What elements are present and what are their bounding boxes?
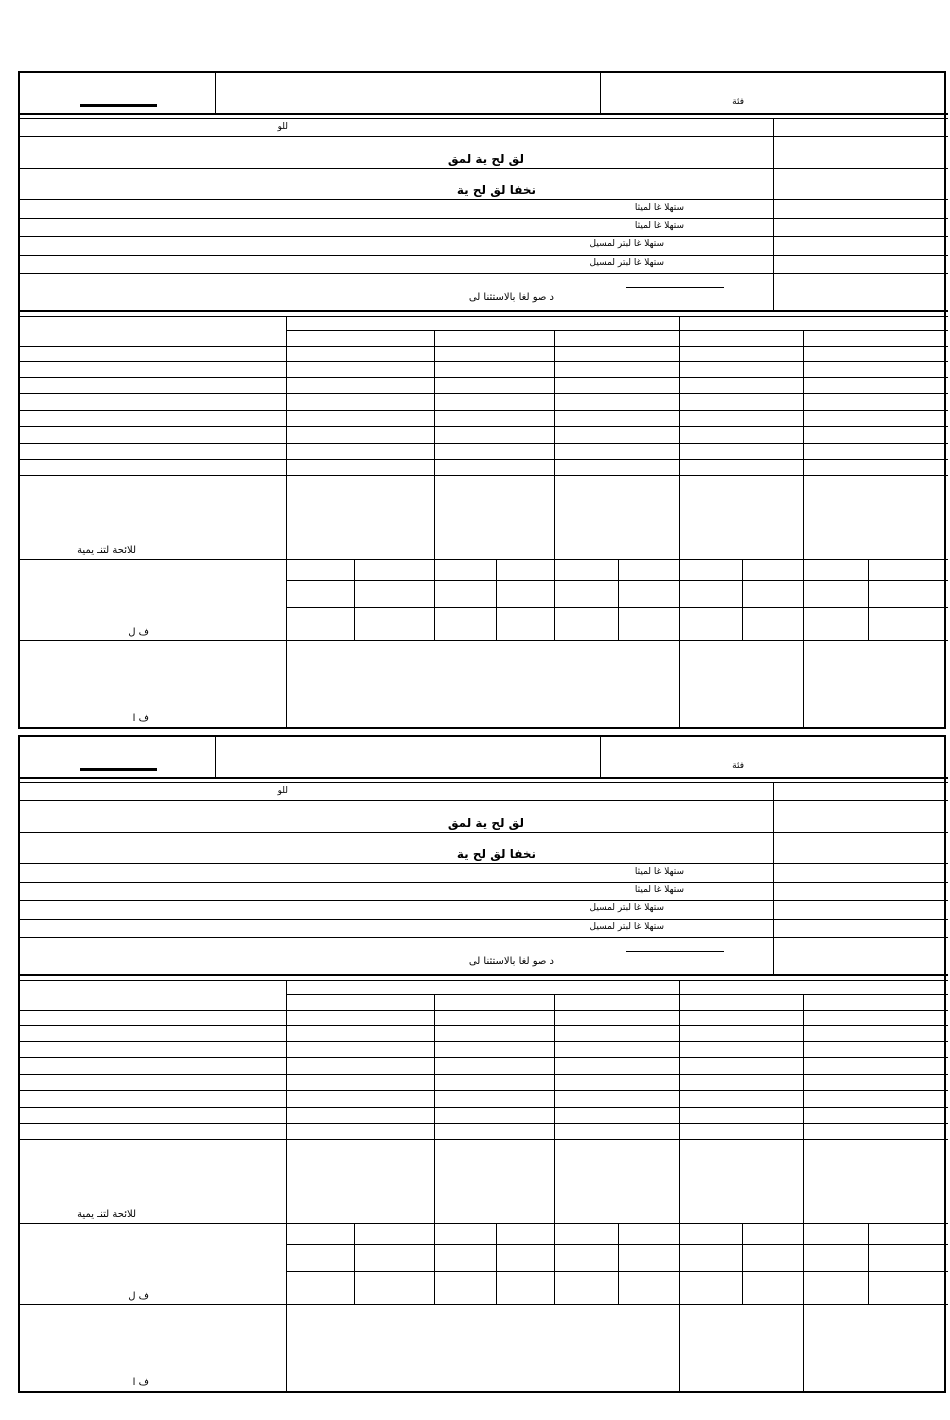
consumption-line: ستهلا غا لميثا xyxy=(634,221,684,231)
rule xyxy=(868,1223,869,1304)
consumption-line: ستهلا غا لبتر لمسيل xyxy=(589,239,664,249)
rule xyxy=(20,255,948,256)
rule xyxy=(20,218,948,219)
rule xyxy=(20,1123,948,1124)
consumption-line: ستهلا غا لبتر لمسيل xyxy=(589,258,664,268)
regulation-label: للائحة لتنـ يمية xyxy=(77,545,136,556)
rule xyxy=(20,1139,948,1140)
rule xyxy=(20,361,948,362)
rule xyxy=(20,113,948,115)
rule xyxy=(286,1271,948,1272)
rule xyxy=(20,919,948,920)
rule xyxy=(20,863,948,864)
rule xyxy=(20,832,948,833)
rule xyxy=(20,426,948,427)
row-label: ف ل xyxy=(128,1291,149,1302)
rule xyxy=(286,607,948,608)
rule xyxy=(20,136,948,137)
form-label: فئة xyxy=(732,761,744,771)
rule xyxy=(20,310,948,312)
rule xyxy=(20,346,948,347)
rule xyxy=(20,459,948,460)
rule xyxy=(20,559,948,560)
form-sheet-1 xyxy=(18,71,946,729)
rule xyxy=(286,994,948,995)
rule xyxy=(600,73,601,113)
rule xyxy=(618,1223,619,1304)
consumption-line: ستهلا غا لبتر لمسيل xyxy=(589,922,664,932)
rule xyxy=(20,1010,948,1011)
exception-note: د صو لغا بالاستثنا لى xyxy=(468,956,554,967)
rule xyxy=(20,974,948,976)
rule xyxy=(20,273,948,274)
consumption-line: ستهلا غا لميثا xyxy=(634,867,684,877)
rule xyxy=(20,1090,948,1091)
rule xyxy=(496,1223,497,1304)
rule xyxy=(20,475,948,476)
rule xyxy=(868,559,869,640)
rule xyxy=(286,1244,948,1245)
heading-line-1: لق لح ية لمق xyxy=(447,152,524,166)
rule xyxy=(20,410,948,411)
signature-line xyxy=(80,104,157,107)
rule xyxy=(773,118,774,310)
rule xyxy=(20,800,948,801)
rule xyxy=(20,640,948,641)
row-label: ف ل xyxy=(128,627,149,638)
form-label: فئة xyxy=(732,97,744,107)
rule xyxy=(20,782,948,783)
rule xyxy=(354,559,355,640)
rule xyxy=(20,900,948,901)
left-field-label: للو xyxy=(277,786,288,796)
rule xyxy=(742,1223,743,1304)
rule xyxy=(20,377,948,378)
rule xyxy=(773,782,774,974)
rule xyxy=(20,1057,948,1058)
rule xyxy=(20,1107,948,1108)
rule xyxy=(20,1223,948,1224)
heading-line-2: نخفا لق لح ية xyxy=(456,847,536,861)
regulation-label: للائحة لتنـ يمية xyxy=(77,1209,136,1220)
rule xyxy=(286,580,948,581)
left-field-label: للو xyxy=(277,122,288,132)
rule xyxy=(20,443,948,444)
rule xyxy=(354,1223,355,1304)
rule xyxy=(20,168,948,169)
rule xyxy=(20,236,948,237)
rule xyxy=(20,393,948,394)
rule xyxy=(600,737,601,777)
rule xyxy=(496,559,497,640)
rule xyxy=(20,777,948,779)
rule xyxy=(618,559,619,640)
form-sheet-2 xyxy=(18,735,946,1393)
rule xyxy=(20,937,948,938)
rule xyxy=(215,737,216,777)
row-label: ف ا xyxy=(132,713,149,724)
underline xyxy=(626,287,724,288)
rule xyxy=(803,1304,804,1393)
rule xyxy=(742,559,743,640)
consumption-line: ستهلا غا لميثا xyxy=(634,203,684,213)
consumption-line: ستهلا غا لميثا xyxy=(634,885,684,895)
rule xyxy=(20,1025,948,1026)
rule xyxy=(20,118,948,119)
rule xyxy=(20,980,948,981)
heading-line-1: لق لح ية لمق xyxy=(447,816,524,830)
signature-line xyxy=(80,768,157,771)
rule xyxy=(20,1041,948,1042)
heading-line-2: نخفا لق لح ية xyxy=(456,183,536,197)
rule xyxy=(803,640,804,729)
rule xyxy=(20,199,948,200)
rule xyxy=(20,1074,948,1075)
rule xyxy=(20,882,948,883)
exception-note: د صو لغا بالاستثنا لى xyxy=(468,292,554,303)
rule xyxy=(215,73,216,113)
rule xyxy=(20,316,948,317)
rule xyxy=(20,1304,948,1305)
row-label: ف ا xyxy=(132,1377,149,1388)
underline xyxy=(626,951,724,952)
rule xyxy=(286,330,948,331)
consumption-line: ستهلا غا لبتر لمسيل xyxy=(589,903,664,913)
